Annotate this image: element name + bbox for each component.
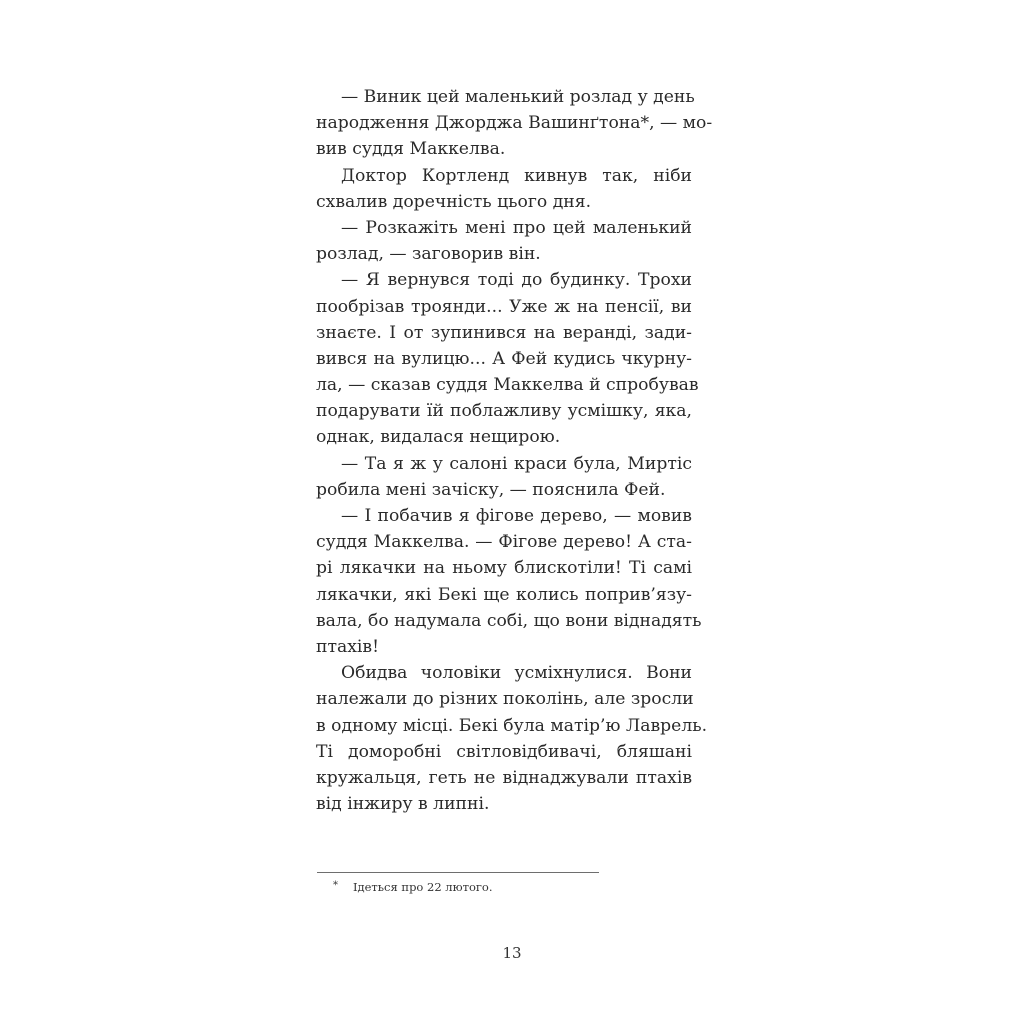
text-line: Доктор Кортленд кивнув так, ніби: [341, 165, 692, 186]
text-line: народження Джорджа Вашинґтона*, — мо-: [316, 113, 713, 134]
text-line: знаєте. І от зупинився на веранді, зади-: [316, 322, 692, 343]
footnote-divider: [317, 872, 599, 873]
page-number: 13: [502, 944, 522, 962]
text-line: птахів!: [316, 636, 379, 657]
body-text: [316, 84, 713, 817]
text-line: рі лякачки на ньому блискотіли! Ті самі: [316, 558, 692, 579]
text-line: Обидва чоловіки усміхнулися. Вони: [341, 663, 692, 684]
text-line: розлад, — заговорив він.: [316, 244, 541, 265]
text-line: — І побачив я фігове дерево, — мовив: [341, 506, 692, 526]
text-line: — Виник цей маленький розлад у день: [341, 87, 695, 107]
footnote: [333, 880, 493, 894]
text-line: від інжиру в липні.: [316, 794, 490, 815]
text-line: однак, видалася нещирою.: [316, 427, 561, 448]
text-line: Ті доморобні світловідбивачі, бляшані: [316, 741, 692, 762]
text-line: вив суддя Маккелва.: [316, 139, 506, 160]
text-line: — Розкажіть мені про цей маленький: [341, 217, 692, 238]
footnote-mark: *: [333, 880, 338, 891]
text-line: схвалив доречність цього дня.: [316, 191, 592, 212]
text-line: пообрізав троянди... Уже ж на пенсії, ви: [316, 296, 692, 317]
text-line: вився на вулицю... А Фей кудись чкурну-: [316, 348, 692, 369]
text-line: вала, бо надумала собі, що вони віднадять: [316, 610, 702, 631]
footnote-text: Ідеться про 22 лютого.: [353, 880, 493, 894]
text-line: — Я вернувся тоді до будинку. Трохи: [341, 270, 692, 291]
text-line: належали до різних поколінь, але зросли: [316, 689, 694, 710]
text-line: робила мені зачіску, — пояснила Фей.: [316, 479, 666, 500]
text-line: в одному місці. Бекі була матір’ю Лаврель.: [316, 715, 708, 736]
text-line: — Та я ж у салоні краси була, Миртіс: [341, 453, 692, 474]
text-line: ла, — сказав суддя Маккелва й спробував: [316, 375, 699, 396]
text-line: суддя Маккелва. — Фігове дерево! А ста-: [316, 532, 692, 553]
text-line: кружальця, геть не віднаджували птахів: [316, 767, 692, 788]
text-line: лякачки, які Бекі ще колись поприв’язу-: [316, 584, 692, 605]
text-line: подарувати їй поблажливу усмішку, яка,: [316, 401, 692, 422]
